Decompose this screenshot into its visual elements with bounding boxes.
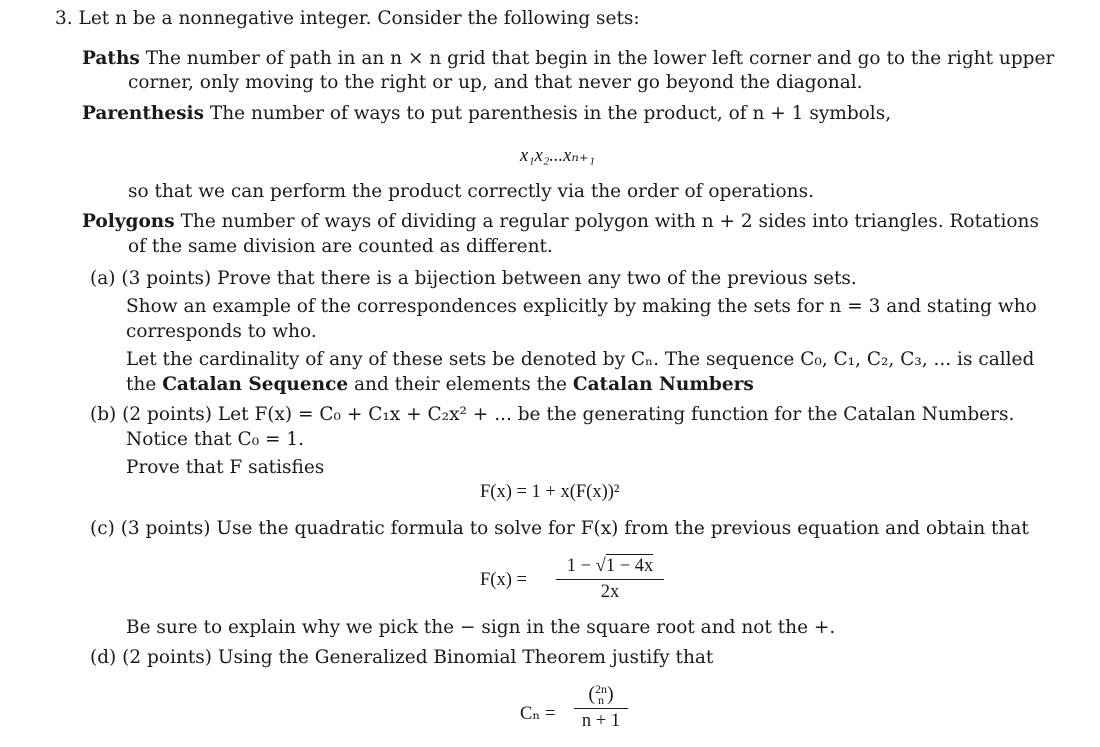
set-desc: The number of ways of dividing a regular polygon with n + 2 sides into triangles. Rotations bbox=[180, 211, 1039, 232]
part-d-label: (d) bbox=[90, 647, 117, 668]
part-a-label: (a) bbox=[90, 268, 116, 289]
part-a-line4: Let the cardinality of any of these sets be denoted by Cₙ. The sequence C₀, C₁, C₂, C₃, ... is called bbox=[126, 349, 1035, 370]
part-d-points: (2 points) bbox=[122, 647, 212, 668]
part-c-line1 bbox=[90, 518, 1029, 539]
equation-d-lhs: Cₙ = bbox=[520, 704, 556, 724]
binomial-coefficient bbox=[574, 682, 628, 706]
set-paths-line2: corner, only moving to the right or up, and that never go beyond the diagonal. bbox=[128, 72, 863, 93]
part-b-points: (2 points) bbox=[122, 404, 212, 425]
set-desc: The number of path in an n × n grid that begin in the lower left corner and go to the right upper bbox=[145, 48, 1055, 69]
part-d-line1 bbox=[90, 647, 713, 668]
catalan-numbers-term: Catalan Numbers bbox=[572, 374, 754, 395]
part-a-line1 bbox=[90, 268, 857, 289]
problem-intro: Let n be a nonnegative integer. Consider the following sets: bbox=[78, 8, 640, 29]
display-product: x₁x₂...xₙ₊₁ bbox=[520, 146, 596, 166]
problem-number: 3. bbox=[55, 8, 73, 29]
part-b-label: (b) bbox=[90, 404, 117, 425]
part-a-text: and their elements the bbox=[354, 374, 567, 395]
binomial-top: 2n bbox=[595, 682, 607, 697]
part-a-line5 bbox=[126, 374, 754, 395]
set-desc: The number of ways to put parenthesis in the product, of n + 1 symbols, bbox=[209, 103, 892, 124]
sqrt-symbol: √ bbox=[595, 556, 606, 576]
part-a-text: the bbox=[126, 374, 157, 395]
set-parenthesis-line2: so that we can perform the product correctly via the order of operations. bbox=[128, 181, 814, 202]
equation-c-lhs: F(x) = bbox=[480, 570, 527, 590]
part-a-text: Prove that there is a bijection between any two of the previous sets. bbox=[217, 268, 857, 289]
part-b-line2: Notice that C₀ = 1. bbox=[126, 429, 305, 450]
set-term-paths: Paths bbox=[82, 48, 140, 69]
set-polygons-line2: of the same division are counted as different. bbox=[128, 236, 553, 257]
equation-d-fraction bbox=[574, 682, 628, 732]
set-term-parenthesis: Parenthesis bbox=[82, 103, 204, 124]
set-parenthesis-line1 bbox=[82, 103, 891, 124]
part-a-points: (3 points) bbox=[121, 268, 212, 289]
binomial-right-paren: ) bbox=[607, 683, 614, 705]
part-c-line2: Be sure to explain why we pick the − sign in the square root and not the +. bbox=[126, 617, 836, 638]
fraction-denominator: n + 1 bbox=[581, 711, 621, 732]
set-paths-line1 bbox=[82, 48, 1054, 69]
part-b-line3: Prove that F satisfies bbox=[126, 457, 325, 478]
part-c-label: (c) bbox=[90, 518, 115, 539]
part-b-line1 bbox=[90, 404, 1014, 425]
set-polygons-line1 bbox=[82, 211, 1039, 232]
part-b-text: Let F(x) = C₀ + C₁x + C₂x² + ... be the generating function for the Catalan Numbers. bbox=[217, 404, 1015, 425]
set-term-polygons: Polygons bbox=[82, 211, 175, 232]
numerator-prefix: 1 − bbox=[566, 556, 592, 576]
binomial-bottom: n bbox=[598, 693, 604, 708]
part-c-points: (3 points) bbox=[120, 518, 211, 539]
fraction-bar bbox=[574, 708, 628, 709]
problem-header bbox=[55, 8, 640, 29]
fraction-denominator: 2x bbox=[600, 582, 620, 602]
equation-functional: F(x) = 1 + x(F(x))² bbox=[480, 482, 620, 502]
part-a-line3: corresponds to who. bbox=[126, 321, 317, 342]
fraction-numerator bbox=[556, 556, 664, 577]
equation-c-fraction bbox=[556, 556, 664, 603]
part-a-line2: Show an example of the correspondences explicitly by making the sets for n = 3 and stating who bbox=[126, 296, 1037, 317]
radicand: 1 − 4x bbox=[605, 556, 654, 576]
part-d-text: Using the Generalized Binomial Theorem justify that bbox=[217, 647, 714, 668]
binomial-left-paren: ( bbox=[588, 683, 595, 705]
catalan-sequence-term: Catalan Sequence bbox=[162, 374, 349, 395]
fraction-bar bbox=[556, 579, 664, 580]
part-c-text: Use the quadratic formula to solve for F(x) from the previous equation and obtain that bbox=[216, 518, 1029, 539]
binomial-stack bbox=[595, 684, 607, 706]
